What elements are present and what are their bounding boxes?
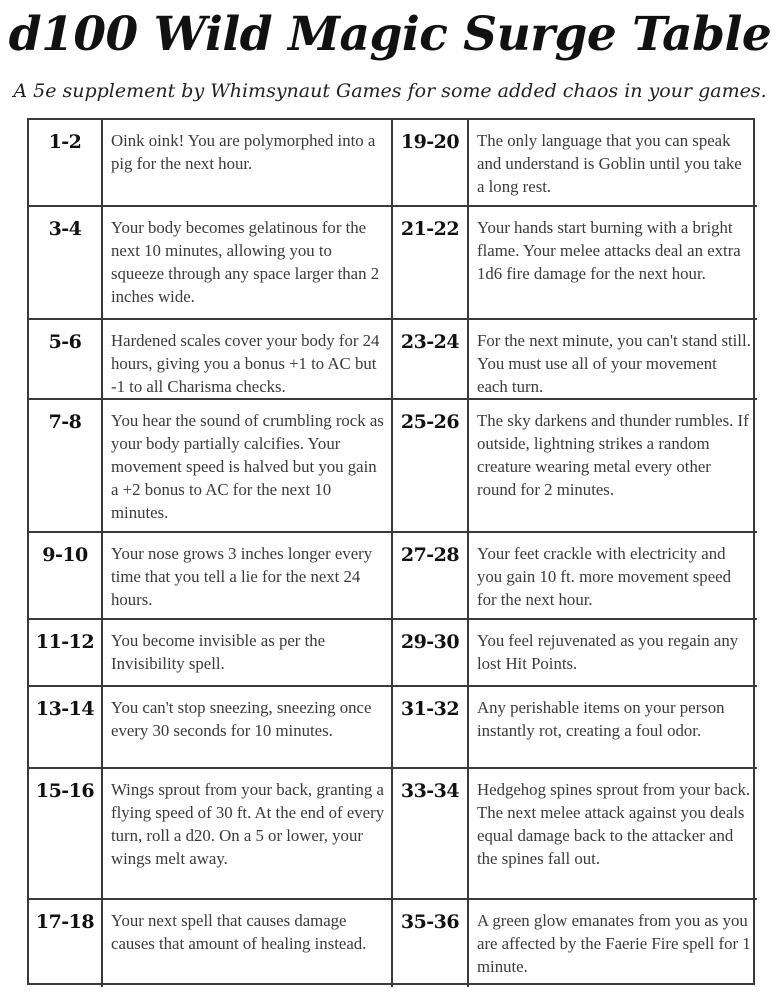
table-row — [393, 120, 757, 207]
surge-effect: Your body becomes gelatinous for the next 10 minutes, allowing you to squeeze through any space larger than 2 inches wide. — [111, 218, 380, 306]
surge-table-right-column — [393, 120, 757, 987]
table-row — [393, 533, 757, 620]
roll-range: 11-12 — [29, 620, 103, 685]
surge-effect: You become invisible as per the Invisibility spell. — [111, 631, 326, 673]
surge-effect: Your next spell that causes damage causes that amount of healing instead. — [111, 911, 367, 953]
table-row — [29, 687, 391, 769]
page-subtitle: A 5e supplement by Whimsynaut Games for some added chaos in your games. — [13, 80, 767, 102]
surge-effect: You hear the sound of crumbling rock as your body partially calcifies. Your movement speed is halved but you gain a +2 bonus to AC for the next 10 minutes. — [111, 411, 384, 522]
roll-range: 21-22 — [393, 207, 469, 318]
surge-effect: Hedgehog spines sprout from your back. The next melee attack against you deals equal damage back to the attacker and the spines fall out. — [477, 780, 751, 868]
surge-effect: Your nose grows 3 inches longer every time that you tell a lie for the next 24 hours. — [111, 544, 373, 609]
table-row — [29, 320, 391, 400]
table-row — [393, 207, 757, 320]
roll-range: 27-28 — [393, 533, 469, 618]
table-row — [29, 533, 391, 620]
surge-table — [27, 118, 755, 985]
surge-effect: Any perishable items on your person instantly rot, creating a foul odor. — [477, 698, 725, 740]
table-row — [393, 320, 757, 400]
table-row — [393, 900, 757, 987]
roll-range: 35-36 — [393, 900, 469, 987]
surge-effect: The only language that you can speak and understand is Goblin until you take a long rest. — [477, 131, 742, 196]
surge-effect: The sky darkens and thunder rumbles. If outside, lightning strikes a random creature wearing metal every other round for 2 minutes. — [477, 411, 749, 499]
roll-range: 13-14 — [29, 687, 103, 767]
surge-effect: Oink oink! You are polymorphed into a pig for the next hour. — [111, 131, 376, 173]
table-row — [393, 769, 757, 900]
roll-range: 23-24 — [393, 320, 469, 402]
roll-range: 7-8 — [29, 400, 103, 531]
table-row — [29, 207, 391, 320]
table-row — [29, 900, 391, 987]
table-row — [393, 400, 757, 533]
surge-effect: You feel rejuvenated as you regain any lost Hit Points. — [477, 631, 739, 673]
surge-effect: You can't stop sneezing, sneezing once every 30 seconds for 10 minutes. — [111, 698, 372, 740]
roll-range: 29-30 — [393, 620, 469, 685]
table-row — [29, 769, 391, 900]
table-row — [29, 620, 391, 687]
surge-effect: Wings sprout from your back, granting a flying speed of 30 ft. At the end of every turn, roll a d20. On a 5 or lower, your wings melt away. — [111, 780, 385, 868]
roll-range: 3-4 — [29, 207, 103, 318]
table-row — [393, 620, 757, 687]
roll-range: 1-2 — [29, 120, 103, 205]
table-row — [393, 687, 757, 769]
table-row — [29, 120, 391, 207]
page-title: d100 Wild Magic Surge Table — [8, 7, 772, 62]
roll-range: 31-32 — [393, 687, 469, 767]
surge-effect: Hardened scales cover your body for 24 hours, giving you a bonus +1 to AC but -1 to all Charisma checks. — [111, 331, 380, 396]
roll-range: 33-34 — [393, 769, 469, 898]
roll-range: 15-16 — [29, 769, 103, 898]
surge-effect: A green glow emanates from you as you are affected by the Faerie Fire spell for 1 minute. — [477, 911, 751, 976]
roll-range: 19-20 — [393, 120, 469, 205]
surge-effect: Your hands start burning with a bright flame. Your melee attacks deal an extra 1d6 fire damage for the next hour. — [477, 218, 741, 283]
surge-table-left-column — [29, 120, 393, 987]
surge-effect: Your feet crackle with electricity and you gain 10 ft. more movement speed for the next hour. — [477, 544, 731, 609]
roll-range: 25-26 — [393, 400, 469, 531]
roll-range: 17-18 — [29, 900, 103, 987]
surge-effect: For the next minute, you can't stand still. You must use all of your movement each turn. — [477, 331, 751, 396]
roll-range: 9-10 — [29, 533, 103, 618]
table-row — [29, 400, 391, 533]
roll-range: 5-6 — [29, 320, 103, 402]
